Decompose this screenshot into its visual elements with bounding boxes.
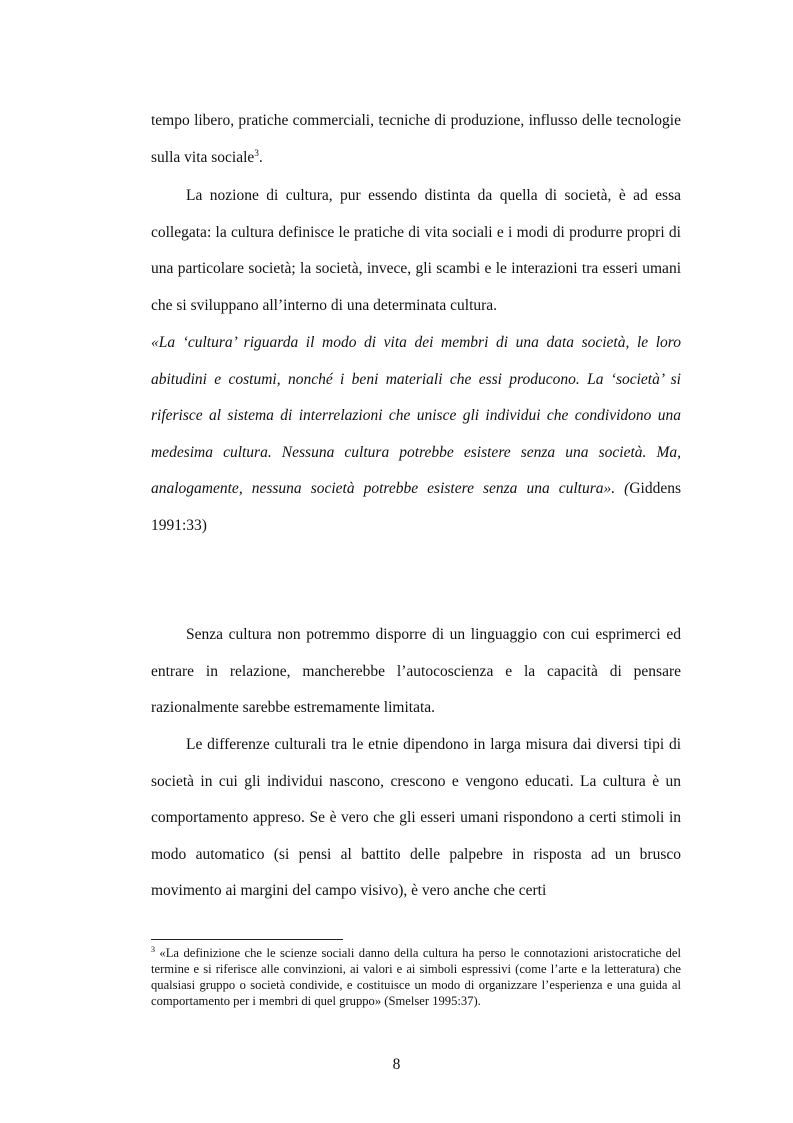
quote-text: «La ‘cultura’ riguarda il modo di vita dei membri di una data società, le loro abitudini e costumi, nonché i beni materiali che essi producono. La ‘società’ si riferisce al sistema di interrelazioni che unisce gli individui che condividono una medesima cultura. Nessuna cultura potrebbe esistere senza una società. Ma, analogamente, nessuna società potrebbe esistere senza una cultura». (: [151, 334, 681, 498]
quote-citation: Giddens 1991:33): [151, 480, 681, 534]
paragraph-1-text: tempo libero, pratiche commerciali, tecniche di produzione, influsso delle tecnologie sulla vita sociale: [151, 112, 681, 166]
footnote-separator: [151, 939, 343, 940]
footnote-reference[interactable]: 3: [254, 147, 259, 158]
paragraph-2-text: La nozione di cultura, pur essendo distinta da quella di società, è ad essa collegata: la cultura definisce le pratiche di vita sociali e i modi di produrre propri di una particolare società; la società, invece, gli scambi e le interazioni tra esseri umani che si sviluppano all’interno di una determinata cultura.: [151, 187, 681, 314]
block-quote: [151, 325, 681, 545]
footnote-number: 3: [151, 945, 155, 954]
paragraph-2: [151, 178, 681, 324]
footnote-text: «La definizione che le scienze sociali danno della cultura ha perso le connotazioni aristocratiche del termine e si riferisce alle convinzioni, ai valori e ai simboli espressivi (come l’arte e la letteratura) che qualsiasi gruppo o società condivide, e costituisce un modo di organizzare l’esperienza e una guida al comportamento per i membri di quel gruppo» (Smelser 1995:37).: [151, 946, 681, 1008]
page-number: 8: [392, 1056, 401, 1073]
paragraph-4-text: Le differenze culturali tra le etnie dipendono in larga misura dai diversi tipi di società in cui gli individui nascono, crescono e vengono educati. La cultura è un comportamento appreso. Se è vero che gli esseri umani rispondono a certi stimoli in modo automatico (si pensi al battito delle palpebre in risposta ad un brusco movimento ai margini del campo visivo), è vero anche che certi: [151, 736, 681, 900]
paragraph-3-text: Senza cultura non potremmo disporre di un linguaggio con cui esprimerci ed entrare in relazione, mancherebbe l’autocoscienza e la capacità di pensare razionalmente sarebbe estremamente limitata.: [151, 626, 681, 717]
paragraph-1-tail: .: [258, 148, 263, 166]
paragraph-3: [151, 617, 681, 727]
paragraph-4: [151, 727, 681, 910]
paragraph-1: [151, 103, 681, 176]
footnote: [151, 945, 681, 1009]
